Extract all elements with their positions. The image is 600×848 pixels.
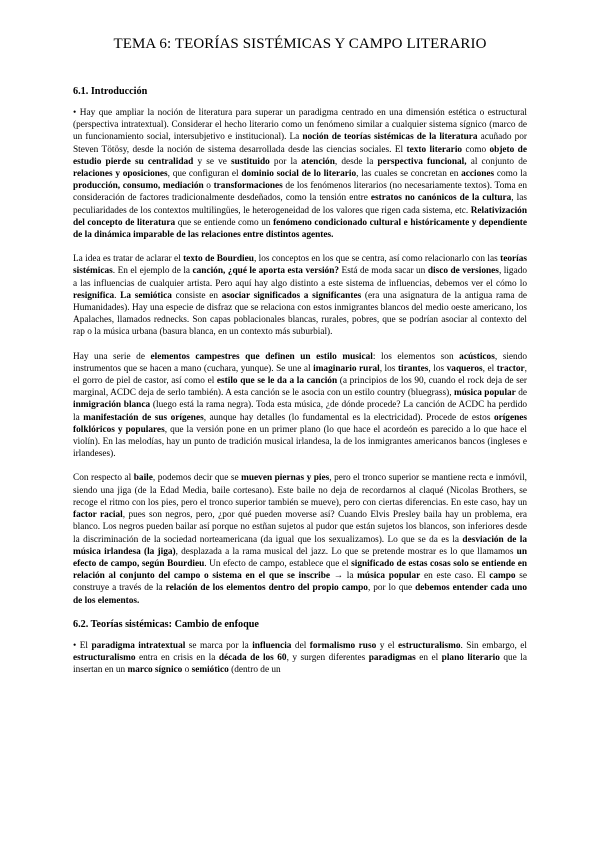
bold-text: mueven piernas y pies — [241, 473, 330, 484]
bold-text: texto de Bourdieu — [183, 254, 254, 265]
bold-text: asociar significados a significantes — [221, 290, 362, 301]
bold-text: elementos campestres que definen un estilo musical — [150, 351, 373, 362]
bold-text: dominio social de lo literario — [241, 169, 357, 180]
text-run: . — [114, 290, 121, 301]
bold-text: transformaciones — [213, 181, 283, 192]
paragraph — [73, 253, 527, 338]
text-run: . Sin embargo, el — [460, 640, 527, 651]
bold-text: semiótico — [191, 665, 229, 676]
text-run: entra en crisis en la — [135, 652, 219, 663]
bold-text: acciones — [461, 169, 495, 180]
text-run: por la — [269, 156, 302, 167]
bold-text: inmigración blanca — [73, 400, 151, 411]
section-heading-introduccion: 6.1. Introducción — [73, 86, 148, 97]
bold-text: desviación de la música irlandesa (la jiga) — [73, 534, 527, 557]
text-run: (a principios de los 90, cuando el rock deja de ser marginal, ACDC deja de serlo también). A esta canción se le asocia con un estilo country (bluegrass), — [73, 376, 527, 399]
section-heading-teorias-sistemicas: 6.2. Teorías sistémicas: Cambio de enfoque — [73, 618, 259, 630]
bold-text: orígenes folklóricos y populares — [73, 412, 527, 435]
text-run: , los — [379, 363, 398, 374]
text-run: Con respecto al — [73, 473, 134, 484]
text-run: , que configuran el — [167, 169, 242, 180]
bold-text: estructuralismo — [398, 640, 461, 651]
text-run: , por lo que — [367, 583, 416, 594]
page-title: TEMA 6: TEORÍAS SISTÉMICAS Y CAMPO LITERARIO — [113, 36, 487, 52]
text-run: (luego está la rama negra). Toda esta música, ¿de dónde procede? La canción de ACDC ha perdido la — [73, 400, 527, 423]
text-run: y se ve — [193, 156, 232, 167]
text-run: : los elementos son — [372, 351, 460, 362]
bold-text: La semiótica — [120, 290, 172, 301]
text-run: , ligado a las influencias de cualquier artista. Pero aquí hay algo distinto a este sistema de influencias, debemos ver el cómo lo — [73, 266, 527, 289]
text-run: . En el ejemplo de la — [112, 266, 193, 277]
text-run: (era una asignatura de la antigua rama de Humanidades). Hay una especie de disfraz que se relaciona con estos inmigrantes blancos del medio oeste americano, los Apalaches, llamados rednecks. Son capas poblacionales blancas, rurales, pobres, que se podrían asociar al contexto del rap o la música urbana (basura blanca, en un contexto más suburbial). — [73, 290, 527, 338]
text-run: • El — [73, 640, 92, 651]
bold-text: Relativización del concepto de literatura — [73, 205, 527, 228]
text-run: , que la versión pone en un primer plano (lo que hace el acordeón es parecido a lo que hace el violín). En las melodías, hay un punto de tradición musical irlandesa, la de los inmigrantes americanos bancos (ingleses e irlandeses). — [73, 424, 527, 460]
bold-text: imaginario rural — [313, 363, 380, 374]
bold-text: baile — [133, 473, 153, 484]
bold-text: fenómeno condicionado cultural e históricamente y dependiente de la dinámica imparable de las relaciones entre distintos agentes. — [73, 217, 527, 241]
text-run: de — [515, 388, 527, 399]
text-run: , desde la — [334, 156, 378, 167]
text-run: • Hay que ampliar la noción de literatura para superar un paradigma centrado en una dimensión estética o estructural (perspectiva intratextual). Considerar el hecho literario como un fenómeno similar a cualquier sistema sígnico (marco de un funcionamiento social, intersubjetivo e institucional). La — [73, 108, 527, 143]
bold-text: música popular — [357, 571, 421, 582]
bold-text: un efecto de campo, según Bourdieu — [73, 546, 527, 569]
bold-text: atención — [301, 156, 335, 167]
bold-text: resignifica — [73, 290, 115, 301]
bold-text: paradigma intratextual — [91, 640, 186, 651]
bold-text: vaqueros — [446, 363, 483, 374]
bold-text: objeto de estudio pierde su centralidad — [73, 144, 527, 167]
bold-text: relaciones y oposiciones — [73, 169, 168, 180]
text-run: Hay una serie de — [73, 351, 151, 362]
text-run: que la insertan en un — [73, 652, 527, 676]
bold-text: marco sígnico — [127, 665, 183, 676]
text-run: se construye a través de la — [73, 571, 527, 594]
text-run: en este caso. El — [420, 571, 490, 582]
text-run: , podemos decir que se — [152, 473, 242, 484]
text-run: como — [462, 144, 490, 155]
text-run: que se entiende como un — [175, 217, 274, 228]
bold-text: factor racial — [73, 510, 123, 521]
bold-text: influencia — [252, 640, 292, 651]
text-run: de los fenómenos literarios (no necesariamente textos). Toma en consideración de factores tradicionalmente desdeñados, como la tensión entre — [73, 181, 527, 204]
bold-text: estratos no canónicos de la cultura — [370, 193, 512, 204]
text-run: al conjunto de — [466, 156, 527, 167]
text-run: (dentro de un — [228, 665, 281, 676]
text-run: La idea es tratar de aclarar el — [73, 254, 184, 265]
bold-text: relación de los elementos dentro del propio campo — [165, 583, 368, 594]
paragraph — [73, 351, 527, 461]
text-run: , aunque hay detalles (lo fundamental es la electricidad). Procede de estos — [203, 412, 494, 423]
text-run: , el — [482, 363, 497, 374]
bold-text: estilo que se le da a la canción — [216, 376, 338, 387]
text-run: o — [203, 181, 214, 192]
bold-text: tirantes — [397, 363, 429, 374]
bold-text: disco de versiones — [427, 266, 499, 277]
paragraph — [73, 640, 527, 677]
paragraph — [73, 107, 527, 241]
text-run: Está de moda sacar un — [339, 266, 428, 277]
text-run: acuñado por Steven Tötösy, desde la noción de sistema desarrollada desde las ciencias sociales. El — [73, 132, 527, 155]
text-run: , pues son negros, pero, ¿por qué pueden moverse así? Cuando Elvis Presley baila hay un problema, era blanco. Los negros pueden bailar así porque no estñan sujetos al pudor que están sujetos los blancos, son inferiores desde la discriminación de la sociedad norteamericana (da igual que los sexualizamos). Lo que se da es la — [73, 510, 528, 545]
text-run: , los — [428, 363, 447, 374]
text-run: , los conceptos en los que se centra, así como relacionarlo con las — [253, 254, 501, 265]
text-run: , las peculiaridades de los contextos multilingües, le heterogeneidad de los valores que rigen cada sistema, etc. — [73, 193, 527, 216]
text-run: . Un efecto de campo, establece que el — [204, 558, 352, 569]
bold-text: plano literario — [441, 652, 500, 663]
bold-text: producción, consumo, mediación — [73, 181, 204, 192]
text-run: o — [182, 665, 192, 676]
text-run: , las cuales se concretan en — [356, 169, 462, 180]
text-run: → la — [330, 571, 358, 582]
text-run: como la — [494, 169, 527, 180]
text-run: , siendo instrumentos que se hacen a mano (cuchara, yunque). Se une al — [73, 351, 527, 374]
bold-text: música popular — [453, 388, 516, 399]
bold-text: acústicos — [459, 351, 495, 362]
text-run: y el — [376, 640, 398, 651]
bold-text: significado de estas cosas solo se entiende en relación al conjunto del campo o sistema en el que se inscribe — [73, 558, 527, 582]
bold-text: perspectiva funcional, — [377, 156, 467, 167]
bold-text: década de los 60 — [218, 652, 287, 663]
text-run: en el — [415, 652, 442, 663]
bold-text: campo — [489, 571, 516, 582]
bold-text: formalismo ruso — [309, 640, 377, 651]
bold-text: texto literario — [406, 144, 463, 155]
paragraph — [73, 472, 527, 606]
text-run: , el gorro de piel de castor, así como el — [73, 363, 527, 387]
bold-text: canción, ¿qué le aporta esta versión? — [192, 266, 340, 277]
bold-text: debemos entender cada uno de los elementos. — [73, 583, 527, 606]
text-run: consiste en — [171, 290, 222, 301]
bold-text: paradigmas — [368, 652, 416, 663]
text-run: , pero el tronco superior se mantiene recta e inmóvil, siendo una jiga (de la Edad Media, baile cortesano). Este baile no deja de recordarnos al claqué (Nicolas Brothers, se recoge el ritmo con los pies, pero el tronco superior también se mueve), pero con ciertas diferencias. En este caso, hay un — [73, 473, 527, 508]
text-run: , y surgen diferentes — [286, 652, 369, 663]
text-run: se marca por la — [185, 640, 253, 651]
bold-text: sustituido — [231, 156, 270, 167]
bold-text: noción de teorías sistémicas de la literatura — [302, 132, 478, 143]
bold-text: tractor — [496, 363, 525, 374]
bold-text: manifestación de sus orígenes — [83, 412, 204, 423]
text-run: , desplazada a la rama musical del jazz. Lo que se pretende mostrar es lo que llamamos — [175, 546, 517, 557]
text-run: del — [291, 640, 310, 651]
bold-text: teorías sistémicas — [73, 254, 527, 277]
bold-text: estructuralismo — [73, 652, 136, 663]
